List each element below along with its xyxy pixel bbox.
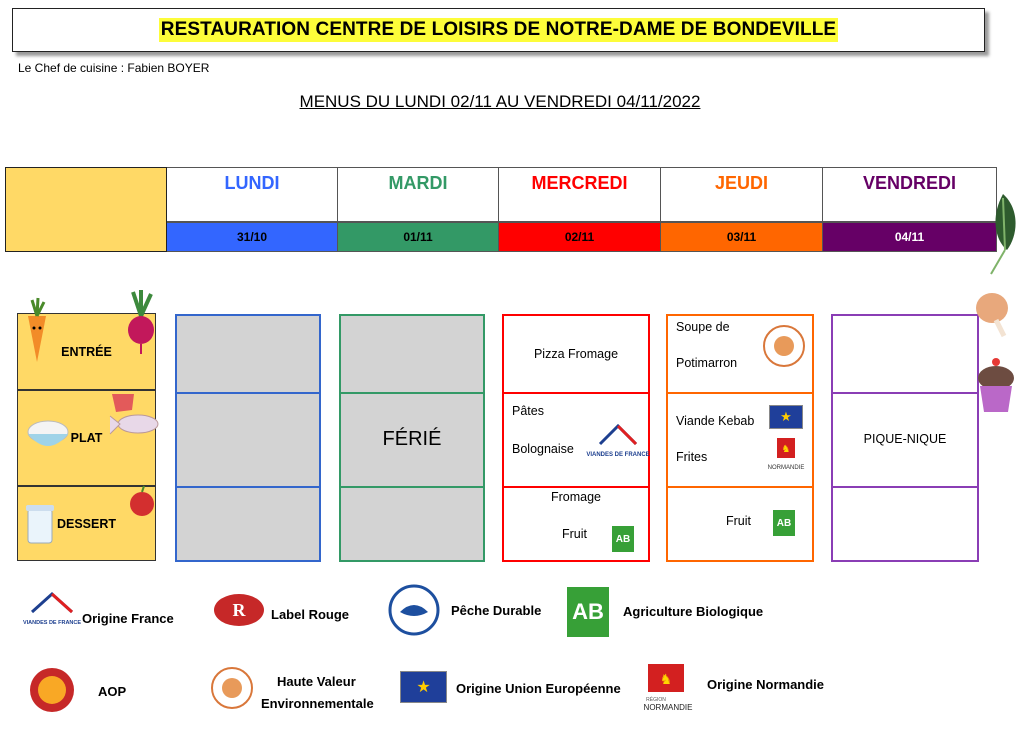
page-title: RESTAURATION CENTRE DE LOISIRS DE NOTRE-DAME DE BONDEVILLE: [160, 19, 837, 40]
mercredi-dessert-line1: Fromage: [550, 490, 602, 504]
beet-icon: [123, 288, 159, 356]
legend-aop: AOP: [98, 684, 127, 699]
aop-icon: [28, 666, 76, 714]
mercredi-plat-line1: Pâtes: [512, 404, 544, 418]
legend-hve-line2: Environnementale: [261, 696, 374, 711]
jeudi-plat-line2: Frites: [676, 450, 708, 464]
menu-column-jeudi: [666, 314, 814, 562]
normandie-badge-text: NORMANDIE: [767, 465, 805, 471]
spinach-leaf-icon: [983, 190, 1021, 278]
row-divider: [341, 486, 483, 488]
day-header-vendredi: [823, 167, 997, 222]
row-divider: [833, 392, 977, 394]
ab-bio-icon: AB: [773, 510, 795, 536]
menu-column-lundi: [175, 314, 321, 562]
row-divider: [177, 486, 319, 488]
day-name: VENDREDI: [862, 173, 956, 193]
eu-flag-icon: ★: [769, 405, 803, 429]
agriculture-biologique-icon: AB: [567, 587, 609, 637]
jeudi-dessert: Fruit: [726, 514, 751, 528]
normandie-badge-text: NORMANDIE: [643, 703, 693, 712]
label-rouge-icon: [212, 590, 266, 630]
date-mardi: 01/11: [338, 222, 499, 252]
svg-text:♞: ♞: [659, 671, 673, 687]
row-label-text: PLAT: [70, 431, 103, 445]
legend-hve-line1: Haute Valeur: [277, 674, 356, 689]
apple-icon: [126, 484, 158, 518]
day-header-lundi: [167, 167, 338, 222]
day-name: JEUDI: [714, 173, 768, 193]
date-jeudi: 03/11: [661, 222, 823, 252]
ab-bio-icon: AB: [612, 526, 634, 552]
holiday-note: FÉRIÉ: [382, 428, 442, 450]
day-name: MERCREDI: [531, 173, 628, 193]
menu-column-mardi: [339, 314, 485, 562]
legend-agriculture-bio: Agriculture Biologique: [623, 604, 764, 619]
origine-france-icon: [22, 590, 82, 634]
row-label-text: ENTRÉE: [61, 344, 112, 359]
viandes-de-france-icon: [586, 422, 650, 468]
hve-icon: [762, 324, 806, 368]
day-header-mardi: [338, 167, 499, 222]
hve-legend-icon: [210, 666, 254, 710]
viandes-badge-text: VIANDES DE FRANCE: [586, 452, 650, 458]
legend-origine-normandie: Origine Normandie: [707, 677, 825, 692]
date-mercredi: 02/11: [499, 222, 661, 252]
cupcake-icon: [976, 356, 1016, 414]
title-box: [12, 8, 985, 52]
peche-durable-icon: [388, 584, 440, 636]
normandie-legend-icon: [636, 664, 700, 716]
carrot-icon: [22, 296, 52, 366]
table-corner: [5, 167, 167, 252]
row-divider: [504, 392, 648, 394]
menu-column-vendredi: [831, 314, 979, 562]
legend-origine-france: Origine France: [82, 611, 174, 626]
svg-text:R: R: [232, 600, 246, 620]
day-name: LUNDI: [224, 173, 280, 193]
menu-period-title: MENUS DU LUNDI 02/11 AU VENDREDI 04/11/2022: [299, 92, 701, 111]
row-divider: [668, 486, 812, 488]
row-divider: [341, 392, 483, 394]
meat-fish-icon: [108, 390, 160, 442]
region-badge-text: RÉGION: [646, 697, 666, 703]
rice-bowl-icon: [24, 418, 72, 452]
row-divider: [177, 392, 319, 394]
chef-name: Le Chef de cuisine : Fabien BOYER: [18, 61, 210, 75]
picnic-note: PIQUE-NIQUE: [863, 432, 947, 446]
day-header-mercredi: [499, 167, 661, 222]
menu-column-mercredi: [502, 314, 650, 562]
jeudi-plat-line1: Viande Kebab: [676, 414, 755, 428]
svg-text:♞: ♞: [781, 444, 791, 455]
viandes-badge-text: VIANDES DE FRANCE: [22, 620, 82, 626]
jeudi-entree-line1: Soupe de: [676, 320, 730, 334]
row-divider: [504, 486, 648, 488]
legend-peche-durable: Pêche Durable: [451, 603, 542, 618]
mercredi-dessert-line2: Fruit: [562, 527, 587, 541]
date-vendredi: 04/11: [823, 222, 997, 252]
yogurt-icon: [24, 497, 56, 547]
jeudi-entree-line2: Potimarron: [676, 356, 738, 370]
normandie-icon: [765, 438, 807, 474]
chicken-leg-icon: [974, 290, 1014, 340]
date-lundi: 31/10: [167, 222, 338, 252]
day-name: MARDI: [388, 173, 448, 193]
legend-origine-ue: Origine Union Européenne: [456, 681, 621, 696]
row-divider: [668, 392, 812, 394]
row-divider: [833, 486, 977, 488]
eu-flag-legend-icon: ★: [400, 671, 447, 703]
mercredi-entree: Pizza Fromage: [533, 347, 619, 361]
mercredi-plat-line2: Bolognaise: [512, 442, 574, 456]
day-header-jeudi: [661, 167, 823, 222]
row-label-text: DESSERT: [56, 516, 117, 531]
legend-label-rouge: Label Rouge: [271, 607, 350, 622]
